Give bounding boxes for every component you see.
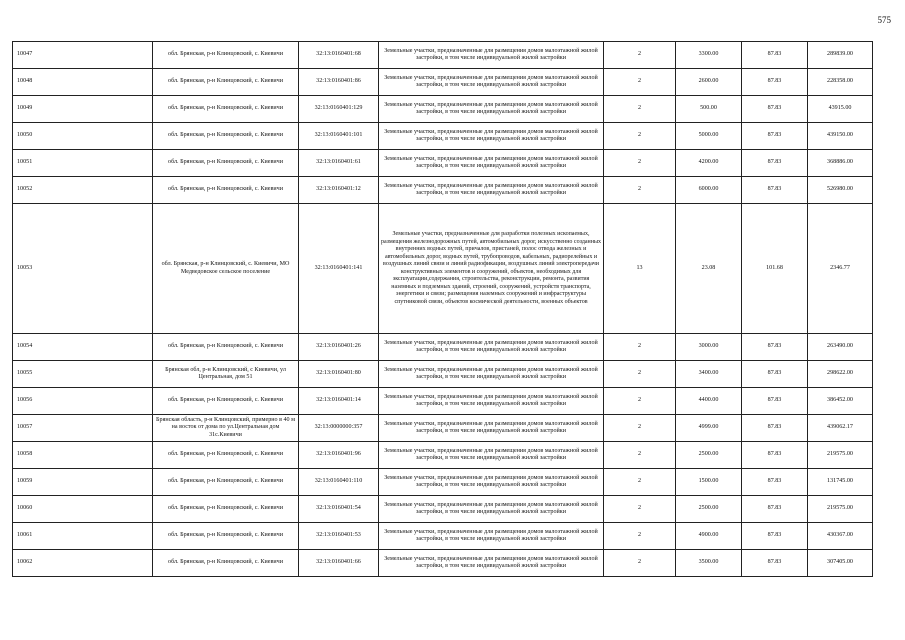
table-row [13,523,873,550]
cell-group-number: 2 [604,150,676,177]
cell-land-use-purpose: Земельные участки, предназначенные для размещения домов малоэтажной жилой застройки, в том числе индивидуальной жилой застройки [379,496,604,523]
cell-specific-value: 87.83 [742,550,808,577]
cell-row-id: 10051 [13,150,153,177]
cell-land-use-purpose: Земельные участки, предназначенные для размещения домов малоэтажной жилой застройки, в том числе индивидуальной жилой застройки [379,388,604,415]
cell-row-id: 10048 [13,69,153,96]
table-row [13,123,873,150]
cell-land-use-purpose: Земельные участки, предназначенные для размещения домов малоэтажной жилой застройки, в том числе индивидуальной жилой застройки [379,42,604,69]
cell-specific-value: 87.83 [742,388,808,415]
cell-land-use-purpose: Земельные участки, предназначенные для размещения домов малоэтажной жилой застройки, в том числе индивидуальной жилой застройки [379,69,604,96]
table-row [13,150,873,177]
cell-area: 2500.00 [676,496,742,523]
cell-cadastral-number: 32:13:0160401:26 [299,334,379,361]
cell-address: обл. Брянская, р-н Клинцовский, с. Киевичи [153,177,299,204]
table-row [13,42,873,69]
cell-cadastral-value: 219575.00 [808,442,873,469]
cell-group-number: 2 [604,415,676,442]
cell-cadastral-number: 32:13:0160401:129 [299,96,379,123]
cell-group-number: 13 [604,204,676,334]
cell-address: обл. Брянская, р-н Клинцовский, с. Киевичи [153,496,299,523]
cell-specific-value: 87.83 [742,69,808,96]
cell-land-use-purpose: Земельные участки, предназначенные для разработки полезных ископаемых, размещения железнодорожных путей, автомобильных дорог, искусственно созданных внутренних водных путей, причалов, пристаней, полос отвода железных и автомобильных дорог, водных путей, трубопроводов, кабельных, радиорелейных и воздушных линий связи и линий радиофикации, воздушных линий электропередачи конструктивных элементов и сооружений, объектов, необходимых для эксплуатации,содержания, строительства, реконструкции, ремонта, развития наземных и подземных зданий, строений, сооружений, устройств транспорта, энергетики и связи; размещения наземных сооружений и инфраструктуры спутниковой связи, объектов космической деятельности, военных объектов [379,204,604,334]
cell-group-number: 2 [604,361,676,388]
cell-row-id: 10062 [13,550,153,577]
cell-specific-value: 87.83 [742,496,808,523]
cell-row-id: 10061 [13,523,153,550]
cell-specific-value: 87.83 [742,96,808,123]
cell-group-number: 2 [604,388,676,415]
cell-address: обл. Брянская, р-н Клинцовский, с. Киевичи [153,550,299,577]
cell-specific-value: 87.83 [742,523,808,550]
cell-area: 5000.00 [676,123,742,150]
table-row [13,69,873,96]
cell-land-use-purpose: Земельные участки, предназначенные для размещения домов малоэтажной жилой застройки, в том числе индивидуальной жилой застройки [379,334,604,361]
cell-cadastral-value: 298622.00 [808,361,873,388]
cell-cadastral-number: 32:13:0160401:14 [299,388,379,415]
cell-area: 500.00 [676,96,742,123]
cell-area: 3400.00 [676,361,742,388]
cell-land-use-purpose: Земельные участки, предназначенные для размещения домов малоэтажной жилой застройки, в том числе индивидуальной жилой застройки [379,442,604,469]
cell-area: 4900.00 [676,523,742,550]
cell-cadastral-value: 307405.00 [808,550,873,577]
cell-address: обл. Брянская, р-н Клинцовский, с. Киевичи, МО Медведовское сельское поселение [153,204,299,334]
cell-area: 2600.00 [676,69,742,96]
cell-cadastral-value: 43915.00 [808,96,873,123]
cell-address: обл. Брянская, р-н Клинцовский, с. Киевичи [153,69,299,96]
cell-group-number: 2 [604,442,676,469]
cell-cadastral-number: 32:13:0160401:86 [299,69,379,96]
cell-specific-value: 87.83 [742,42,808,69]
cell-group-number: 2 [604,496,676,523]
cell-cadastral-number: 32:13:0160401:110 [299,469,379,496]
cell-specific-value: 87.83 [742,334,808,361]
cell-row-id: 10047 [13,42,153,69]
table-row [13,334,873,361]
cell-row-id: 10049 [13,96,153,123]
cell-land-use-purpose: Земельные участки, предназначенные для размещения домов малоэтажной жилой застройки, в том числе индивидуальной жилой застройки [379,469,604,496]
table-row [13,550,873,577]
cell-address: обл. Брянская, р-н Клинцовский, с. Киевичи [153,123,299,150]
cell-area: 4200.00 [676,150,742,177]
cell-specific-value: 87.83 [742,150,808,177]
cell-land-use-purpose: Земельные участки, предназначенные для размещения домов малоэтажной жилой застройки, в том числе индивидуальной жилой застройки [379,550,604,577]
cell-group-number: 2 [604,469,676,496]
cell-cadastral-value: 430367.00 [808,523,873,550]
cell-cadastral-number: 32:13:0160401:68 [299,42,379,69]
cell-cadastral-number: 32:13:0160401:61 [299,150,379,177]
cell-cadastral-number: 32:13:0160401:66 [299,550,379,577]
table-row [13,361,873,388]
cell-group-number: 2 [604,96,676,123]
cell-cadastral-value: 289839.00 [808,42,873,69]
cell-cadastral-number: 32:13:0160401:53 [299,523,379,550]
cell-row-id: 10060 [13,496,153,523]
cell-land-use-purpose: Земельные участки, предназначенные для размещения домов малоэтажной жилой застройки, в том числе индивидуальной жилой застройки [379,123,604,150]
cell-land-use-purpose: Земельные участки, предназначенные для размещения домов малоэтажной жилой застройки, в том числе индивидуальной жилой застройки [379,523,604,550]
cell-land-use-purpose: Земельные участки, предназначенные для размещения домов малоэтажной жилой застройки, в том числе индивидуальной жилой застройки [379,361,604,388]
cell-cadastral-value: 526980.00 [808,177,873,204]
cell-row-id: 10053 [13,204,153,334]
cell-area: 6000.00 [676,177,742,204]
cell-land-use-purpose: Земельные участки, предназначенные для размещения домов малоэтажной жилой застройки, в том числе индивидуальной жилой застройки [379,177,604,204]
cell-cadastral-value: 439062.17 [808,415,873,442]
cell-address: обл. Брянская, р-н Клинцовский, с. Киевичи [153,388,299,415]
cell-row-id: 10050 [13,123,153,150]
cell-address: обл. Брянская, р-н Клинцовский, с. Киевичи [153,42,299,69]
cadastral-value-table [12,41,873,577]
cell-row-id: 10052 [13,177,153,204]
cell-row-id: 10056 [13,388,153,415]
cell-specific-value: 87.83 [742,442,808,469]
cell-area: 3000.00 [676,334,742,361]
cell-cadastral-number: 32:13:0160401:96 [299,442,379,469]
cell-group-number: 2 [604,523,676,550]
cell-area: 1500.00 [676,469,742,496]
cell-group-number: 2 [604,42,676,69]
table-row [13,442,873,469]
cell-land-use-purpose: Земельные участки, предназначенные для размещения домов малоэтажной жилой застройки, в том числе индивидуальной жилой застройки [379,150,604,177]
table-row [13,415,873,442]
cell-area: 2500.00 [676,442,742,469]
cell-cadastral-number: 32:13:0160401:54 [299,496,379,523]
cell-specific-value: 87.83 [742,415,808,442]
cell-specific-value: 87.83 [742,469,808,496]
cell-area: 4999.00 [676,415,742,442]
cell-address: обл. Брянская, р-н Клинцовский, с. Киевичи [153,96,299,123]
cell-specific-value: 87.83 [742,361,808,388]
cell-land-use-purpose: Земельные участки, предназначенные для размещения домов малоэтажной жилой застройки, в том числе индивидуальной жилой застройки [379,415,604,442]
cell-cadastral-number: 32:13:0000000:357 [299,415,379,442]
cell-group-number: 2 [604,69,676,96]
cell-group-number: 2 [604,334,676,361]
cell-address: обл. Брянская, р-н Клинцовский, с. Киевичи [153,442,299,469]
cell-address: обл. Брянская, р-н Клинцовский, с. Киевичи [153,469,299,496]
table-body [13,42,873,577]
cell-address: обл. Брянская, р-н Клинцовский, с. Киевичи [153,150,299,177]
cell-row-id: 10058 [13,442,153,469]
cell-cadastral-value: 219575.00 [808,496,873,523]
cell-specific-value: 87.83 [742,177,808,204]
page-number: 575 [877,15,891,25]
cell-address: Брянская область, р-н Клинцовский, примерно в 40 м на восток от дома по ул.Центральная дом 31с.Киевичи [153,415,299,442]
cell-group-number: 2 [604,550,676,577]
cell-cadastral-value: 439150.00 [808,123,873,150]
table-row [13,388,873,415]
table-row [13,204,873,334]
table-row [13,96,873,123]
cell-cadastral-number: 32:13:0160401:101 [299,123,379,150]
table-row [13,469,873,496]
cell-row-id: 10055 [13,361,153,388]
cell-cadastral-value: 2346.77 [808,204,873,334]
cell-cadastral-value: 263490.00 [808,334,873,361]
cell-cadastral-value: 131745.00 [808,469,873,496]
cell-row-id: 10059 [13,469,153,496]
cell-group-number: 2 [604,177,676,204]
cell-cadastral-value: 386452.00 [808,388,873,415]
cell-specific-value: 101.68 [742,204,808,334]
cell-area: 3300.00 [676,42,742,69]
cell-cadastral-number: 32:13:0160401:141 [299,204,379,334]
cell-area: 23.08 [676,204,742,334]
cell-address: Брянская обл, р-н Клинцовский, с Киевичи, ул Центральная, дом 51 [153,361,299,388]
cell-area: 3500.00 [676,550,742,577]
cell-address: обл. Брянская, р-н Клинцовский, с. Киевичи [153,334,299,361]
cell-cadastral-value: 228358.00 [808,69,873,96]
cell-row-id: 10054 [13,334,153,361]
cell-cadastral-number: 32:13:0160401:80 [299,361,379,388]
cell-land-use-purpose: Земельные участки, предназначенные для размещения домов малоэтажной жилой застройки, в том числе индивидуальной жилой застройки [379,96,604,123]
table-row [13,496,873,523]
cell-cadastral-value: 368886.00 [808,150,873,177]
cell-area: 4400.00 [676,388,742,415]
cell-cadastral-number: 32:13:0160401:12 [299,177,379,204]
cell-row-id: 10057 [13,415,153,442]
cell-address: обл. Брянская, р-н Клинцовский, с. Киевичи [153,523,299,550]
cell-specific-value: 87.83 [742,123,808,150]
table-row [13,177,873,204]
cell-group-number: 2 [604,123,676,150]
